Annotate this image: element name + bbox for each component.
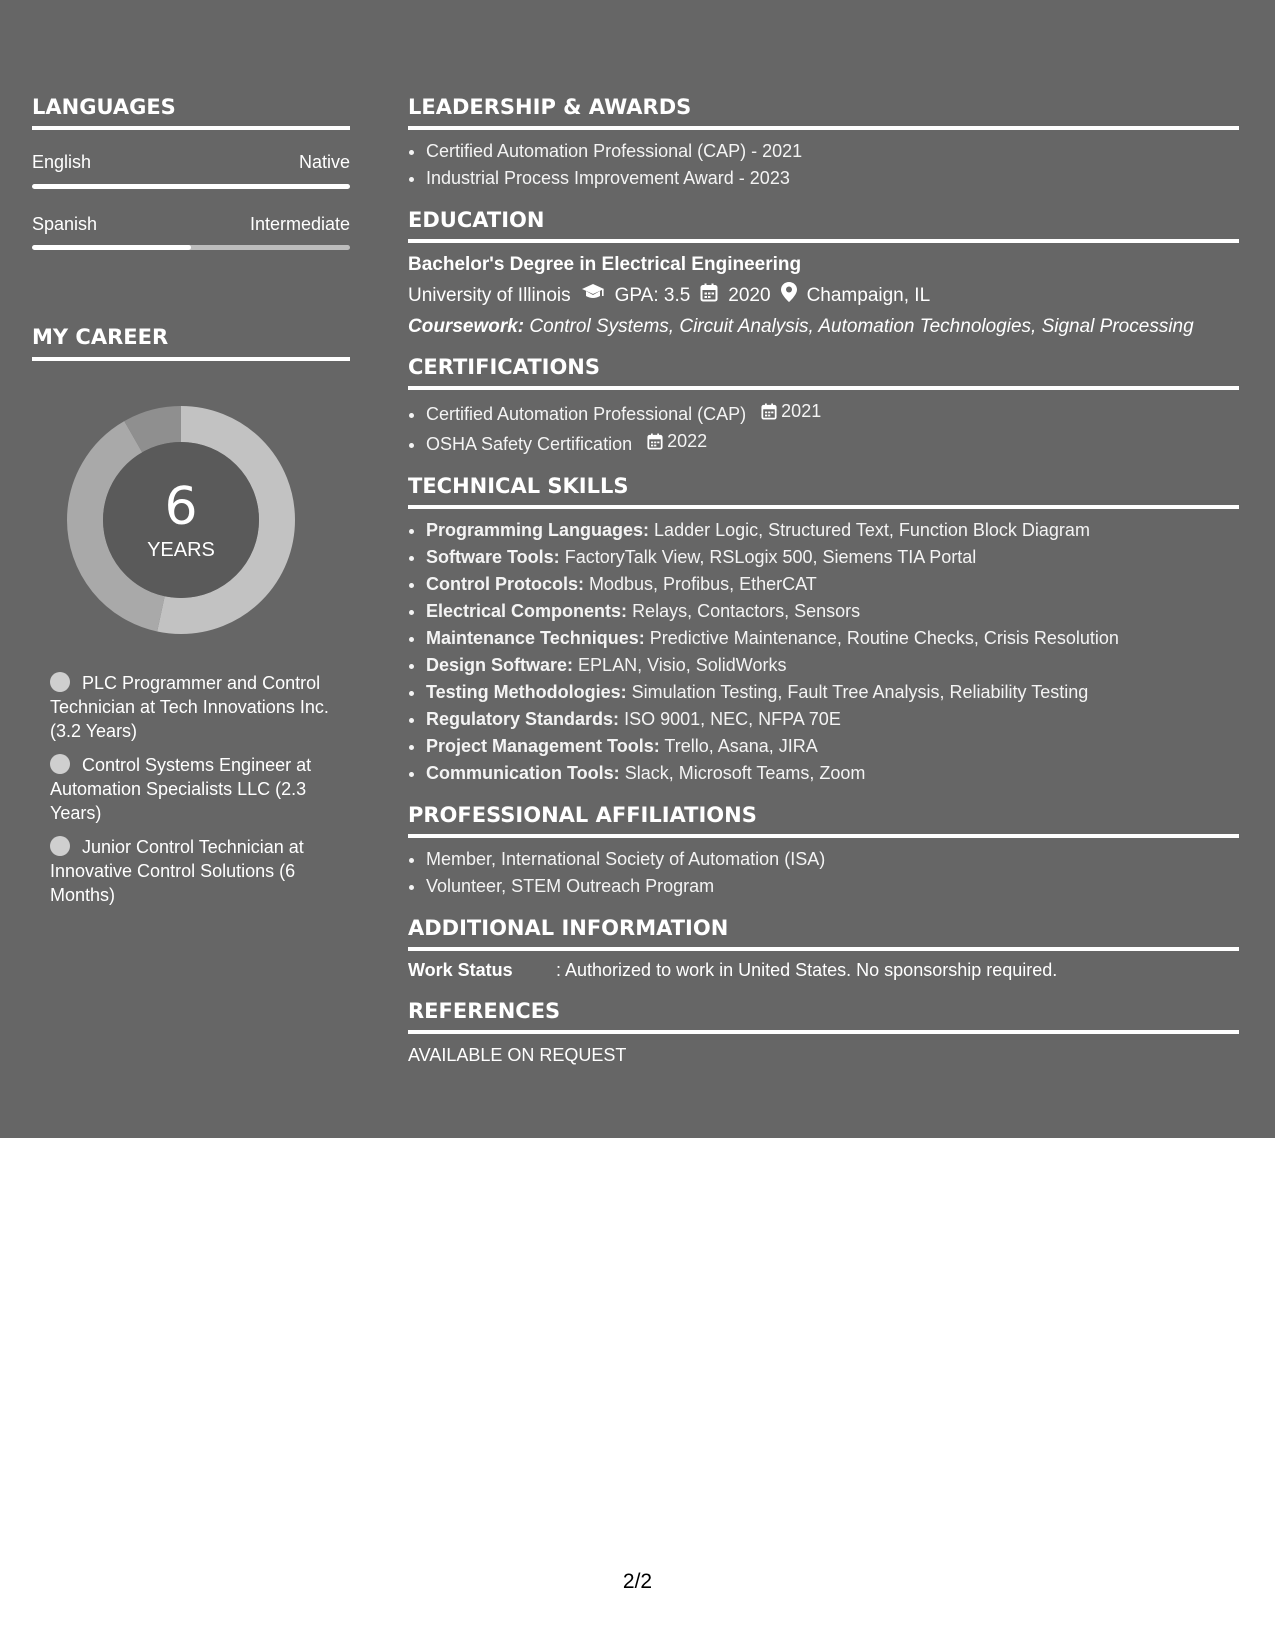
language-name: Spanish <box>32 213 98 234</box>
skill-item: • Design Software: EPLAN, Visio, SolidWorks <box>426 652 1239 679</box>
skill-item: • Project Management Tools: Trello, Asana, JIRA <box>426 733 1239 760</box>
education-title: EDUCATION <box>408 208 1239 243</box>
certifications-section <box>408 355 1239 458</box>
languages-title: LANGUAGES <box>32 95 350 130</box>
education-school: University of Illinois <box>408 285 571 307</box>
bullet-dot-icon <box>50 672 70 692</box>
language-proficiency-fill <box>32 245 191 250</box>
career-years-number: 6 <box>164 476 198 537</box>
education-coursework <box>408 315 1239 339</box>
skill-item: • Control Protocols: Modbus, Profibus, EtherCAT <box>426 571 1239 598</box>
leadership-title: LEADERSHIP & AWARDS <box>408 95 1239 130</box>
calendar-icon <box>700 283 718 311</box>
skills-title: TECHNICAL SKILLS <box>408 474 1239 509</box>
language-name: English <box>32 152 92 173</box>
bullet-dot-icon <box>50 754 70 774</box>
language-english <box>32 152 350 189</box>
skill-item: • Communication Tools: Slack, Microsoft Teams, Zoom <box>426 760 1239 787</box>
career-item: Junior Control Technician at Innovative Control Solutions (6 Months) <box>50 836 304 905</box>
list-item: • Volunteer, STEM Outreach Program <box>426 873 1239 900</box>
education-degree: Bachelor's Degree in Electrical Engineering <box>408 254 802 276</box>
affiliations-title: PROFESSIONAL AFFILIATIONS <box>408 803 1239 838</box>
coursework-value: Control Systems, Circuit Analysis, Automation Technologies, Signal Processing <box>529 315 1194 337</box>
additional-info-title: ADDITIONAL INFORMATION <box>408 916 1239 951</box>
work-status-value: : Authorized to work in United States. No sponsorship required. <box>556 960 1058 981</box>
references-title: REFERENCES <box>408 999 1239 1034</box>
location-pin-icon <box>781 282 797 311</box>
education-location: Champaign, IL <box>806 285 931 307</box>
right-column <box>408 95 1239 1083</box>
language-level: Native <box>298 152 350 173</box>
language-spanish <box>32 214 350 251</box>
leadership-section <box>408 95 1239 192</box>
list-item: • Member, International Society of Automation (ISA) <box>426 846 1239 873</box>
education-year: 2020 <box>728 285 771 307</box>
references-value: AVAILABLE ON REQUEST <box>408 1044 627 1065</box>
skill-item: • Programming Languages: Ladder Logic, Structured Text, Function Block Diagram <box>426 517 1239 544</box>
page-number: 2/2 <box>622 1570 653 1593</box>
education-section <box>408 208 1239 338</box>
career-item: Control Systems Engineer at Automation Specialists LLC (2.3 Years) <box>50 754 312 823</box>
coursework-label: Coursework: <box>408 315 525 337</box>
list-item: • Industrial Process Improvement Award - 2023 <box>426 165 1239 192</box>
affiliations-section <box>408 803 1239 900</box>
skill-item: • Regulatory Standards: ISO 9001, NEC, NFPA 70E <box>426 706 1239 733</box>
language-level: Intermediate <box>249 213 350 234</box>
skill-item: • Software Tools: FactoryTalk View, RSLogix 500, Siemens TIA Portal <box>426 544 1239 571</box>
language-proficiency-bar <box>32 245 350 250</box>
career-title: MY CAREER <box>32 325 350 360</box>
language-proficiency-fill <box>32 184 350 189</box>
calendar-icon <box>761 403 777 420</box>
skill-item: • Testing Methodologies: Simulation Testing, Fault Tree Analysis, Reliability Testing <box>426 679 1239 706</box>
career-list <box>50 671 335 907</box>
career-years-unit: YEARS <box>147 538 215 561</box>
bullet-dot-icon <box>50 836 70 856</box>
graduation-cap-icon <box>581 283 605 310</box>
career-item: PLC Programmer and Control Technician at Tech Innovations Inc. (3.2 Years) <box>50 672 329 741</box>
list-item: • Certified Automation Professional (CAP) - 2021 <box>426 138 1239 165</box>
left-column <box>32 95 350 917</box>
certifications-title: CERTIFICATIONS <box>408 355 1239 390</box>
career-donut-chart <box>66 405 296 635</box>
work-status-label: Work Status <box>408 960 513 981</box>
certification-date: 2021 <box>761 398 821 425</box>
certification-date: 2022 <box>647 428 707 455</box>
certification-item: • Certified Automation Professional (CAP) 2021 <box>426 398 1239 428</box>
education-gpa: GPA: 3.5 <box>614 285 691 307</box>
certification-item: • OSHA Safety Certification 2022 <box>426 428 1239 458</box>
additional-info-section <box>408 916 1239 983</box>
education-details <box>408 282 1239 311</box>
language-proficiency-bar <box>32 184 350 189</box>
calendar-icon <box>647 433 663 450</box>
skill-item: • Maintenance Techniques: Predictive Maintenance, Routine Checks, Crisis Resolution <box>426 625 1239 652</box>
skills-section <box>408 474 1239 787</box>
references-section <box>408 999 1239 1068</box>
skill-item: • Electrical Components: Relays, Contactors, Sensors <box>426 598 1239 625</box>
